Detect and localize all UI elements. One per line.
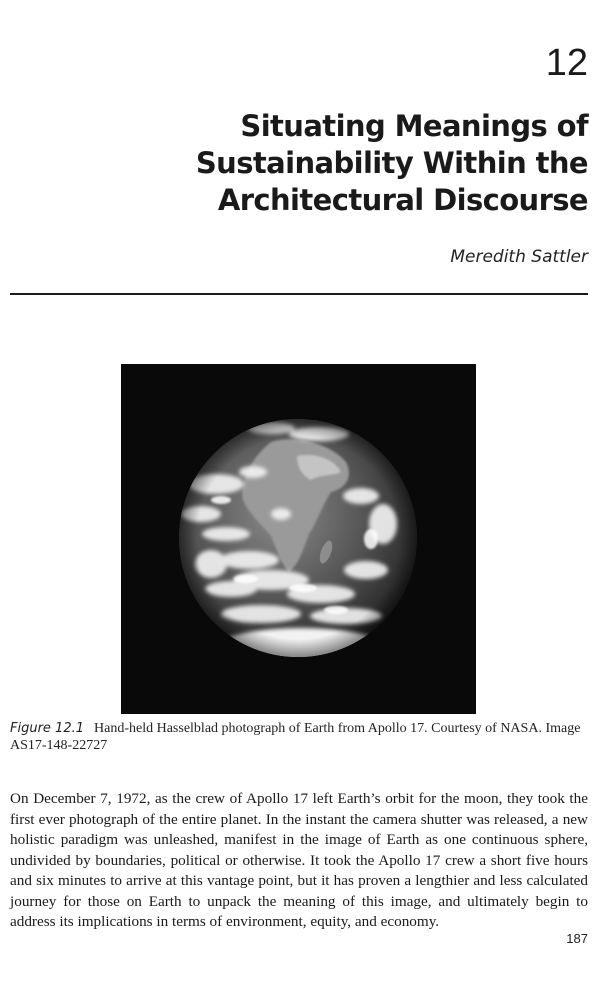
page-number: 187 — [566, 931, 588, 946]
figure-caption — [10, 720, 590, 754]
chapter-number: 12 — [545, 42, 588, 84]
author-name: Meredith Sattler — [450, 247, 588, 267]
earth-photograph — [121, 364, 476, 714]
earth-image — [121, 364, 476, 714]
chapter-title-line: Architectural Discourse — [217, 183, 588, 217]
figure-caption-text: Hand-held Hasselblad photograph of Earth from Apollo 17. Courtesy of NASA. Image AS17-148-22727 — [10, 721, 581, 753]
title-divider — [10, 293, 588, 295]
chapter-title-line: Situating Meanings of — [240, 109, 588, 143]
body-paragraph: On December 7, 1972, as the crew of Apollo 17 left Earth’s orbit for the moon, they took the first ever photograph of the entire planet. In the instant the camera shutter was released, a new holistic paradigm was unleashed, manifest in the image of Earth as one continuous sphere, undivided by boundaries, political or otherwise. It took the Apollo 17 crew a short five hours and six minutes to arrive at this vantage point, but it has proven a lengthier and less calculated journey for those on Earth to unpack the meaning of this image, and ultimately begin to address its implications in terms of environment, equity, and economy. — [10, 790, 588, 930]
figure-label: Figure 12.1 — [10, 721, 85, 736]
chapter-title-line: Sustainability Within the — [195, 146, 588, 180]
chapter-title — [68, 108, 588, 219]
